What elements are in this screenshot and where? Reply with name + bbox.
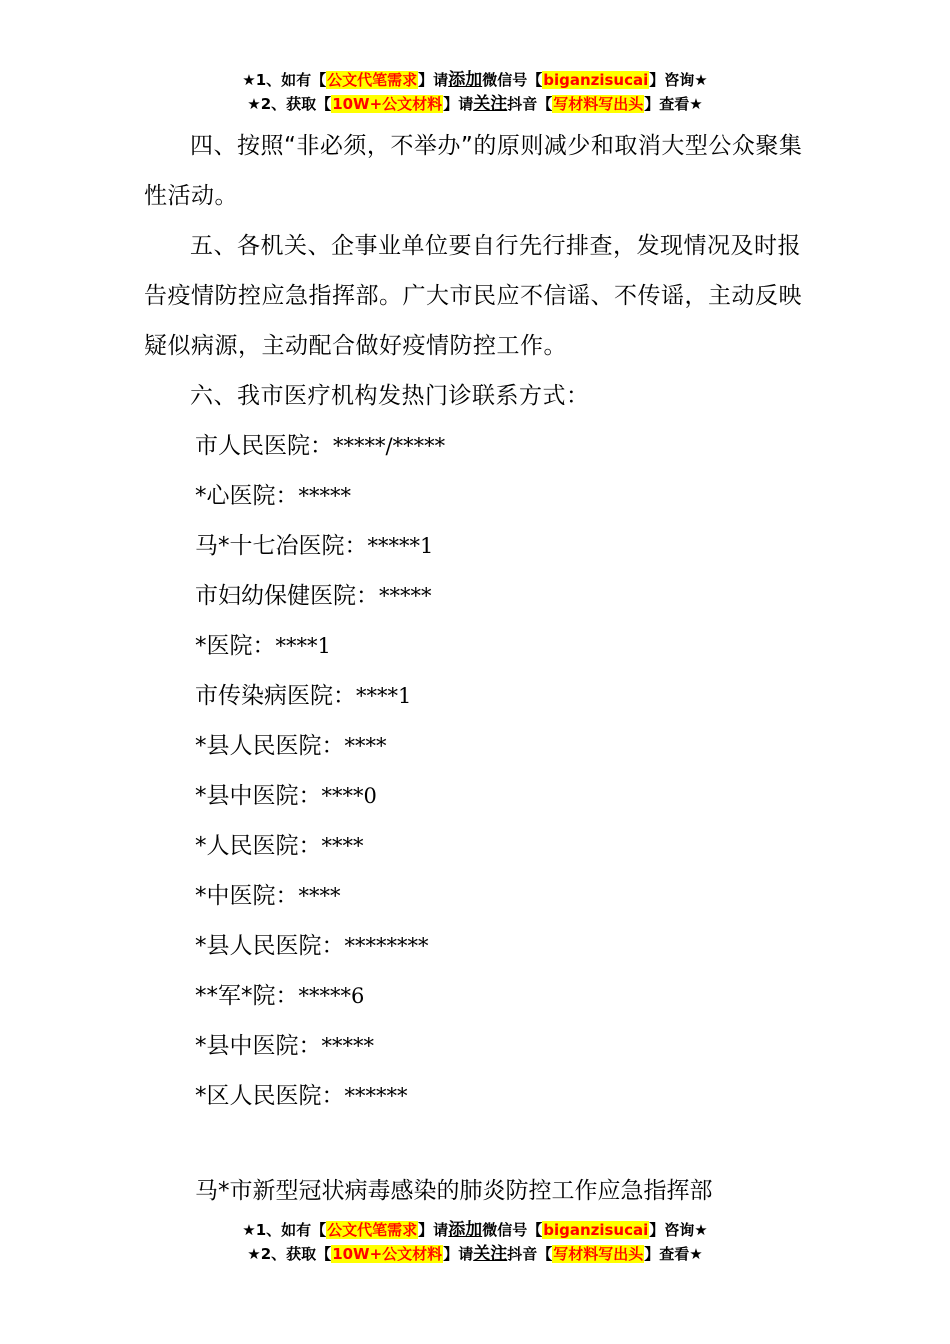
hospital-phone: *****6	[298, 984, 365, 1008]
hospital-item	[144, 771, 814, 821]
hospital-item	[144, 871, 814, 921]
banner-text: 抖音【	[507, 1245, 553, 1263]
banner-underline: 添加	[448, 70, 483, 90]
hospital-phone: *****	[379, 584, 432, 608]
banner-text: 】请	[443, 95, 474, 113]
paragraph-4: 四、按照“非必须，不举办”的原则减少和取消大型公众聚集性活动。	[144, 133, 803, 209]
hospital-name: *区人民医院：	[195, 1083, 345, 1109]
hospital-phone: ********	[344, 934, 429, 958]
hospital-phone: ****1	[275, 634, 331, 658]
banner-text: 】请	[443, 1245, 474, 1263]
hospital-phone: *****1	[367, 534, 434, 558]
hospital-phone: ****0	[321, 784, 377, 808]
hospital-name: **军*院：	[195, 983, 299, 1009]
paragraph-5: 五、各机关、企事业单位要自行先行排查，发现情况及时报告疫情防控应急指挥部。广大市民应不信谣、不传谣，主动反映疑似病源，主动配合做好疫情防控工作。	[144, 233, 802, 359]
footer-banner	[0, 1218, 950, 1266]
banner-highlight: biganzisucai	[543, 71, 649, 89]
banner-text: 】查看★	[644, 1245, 703, 1263]
banner-highlight: 写材料写出头	[553, 95, 644, 113]
hospital-phone: ****	[344, 734, 387, 758]
hospital-phone: ****	[298, 884, 341, 908]
hospital-name: *县中医院：	[195, 1033, 322, 1059]
hospital-phone: ****1	[356, 684, 412, 708]
banner-text: 】咨询★	[649, 71, 708, 89]
banner-text: 】请	[418, 71, 449, 89]
hospital-item	[144, 721, 814, 771]
hospital-name: 市人民医院：	[195, 433, 333, 459]
hospital-item	[144, 1021, 814, 1071]
banner-text: 】请	[418, 1221, 449, 1239]
banner-text: ★1、如有【	[242, 1221, 327, 1239]
banner-text: 抖音【	[507, 95, 553, 113]
hospital-item	[144, 521, 814, 571]
paragraph-6: 六、我市医疗机构发热门诊联系方式：	[190, 383, 590, 409]
banner-line-2	[0, 1242, 950, 1266]
banner-highlight: 10W+公文材料	[332, 95, 443, 113]
banner-underline: 添加	[448, 1220, 483, 1240]
hospital-phone: *****/*****	[333, 434, 446, 458]
banner-text: ★2、获取【	[247, 1245, 332, 1263]
hospital-name: 市妇幼保健医院：	[195, 583, 379, 609]
hospital-name: *医院：	[195, 633, 276, 659]
banner-text: 】查看★	[644, 95, 703, 113]
header-banner	[0, 68, 950, 116]
banner-text: 微信号【	[482, 71, 543, 89]
hospital-item	[144, 1071, 814, 1121]
banner-line-1	[0, 68, 950, 92]
hospital-name: *县人民医院：	[195, 933, 345, 959]
document-body	[144, 121, 814, 1121]
banner-underline: 关注	[473, 1244, 508, 1264]
hospital-name: *人民医院：	[195, 833, 322, 859]
banner-line-2	[0, 92, 950, 116]
hospital-item	[144, 621, 814, 671]
hospital-name: 马*十七冶医院：	[195, 533, 368, 559]
hospital-name: *县人民医院：	[195, 733, 345, 759]
hospital-item	[144, 671, 814, 721]
banner-text: 】咨询★	[649, 1221, 708, 1239]
hospital-phone: *****	[298, 484, 351, 508]
banner-text: ★1、如有【	[242, 71, 327, 89]
hospital-item	[144, 821, 814, 871]
banner-highlight: biganzisucai	[543, 1221, 649, 1239]
hospital-item	[144, 921, 814, 971]
issuer-signature: 马*市新型冠状病毒感染的肺炎防控工作应急指挥部	[195, 1178, 713, 1204]
hospital-name: *中医院：	[195, 883, 299, 909]
hospital-phone: ******	[344, 1084, 408, 1108]
banner-highlight: 写材料写出头	[553, 1245, 644, 1263]
hospital-list	[144, 421, 814, 1121]
banner-text: 微信号【	[482, 1221, 543, 1239]
banner-highlight: 10W+公文材料	[332, 1245, 443, 1263]
hospital-item	[144, 421, 814, 471]
hospital-phone: ****	[321, 834, 364, 858]
banner-highlight: 公文代笔需求	[327, 1221, 418, 1239]
hospital-phone: *****	[321, 1034, 374, 1058]
banner-line-1	[0, 1218, 950, 1242]
hospital-name: 市传染病医院：	[195, 683, 356, 709]
hospital-item	[144, 471, 814, 521]
hospital-item	[144, 971, 814, 1021]
banner-highlight: 公文代笔需求	[327, 71, 418, 89]
hospital-item	[144, 571, 814, 621]
hospital-name: *县中医院：	[195, 783, 322, 809]
banner-underline: 关注	[473, 94, 508, 114]
hospital-name: *心医院：	[195, 483, 299, 509]
banner-text: ★2、获取【	[247, 95, 332, 113]
